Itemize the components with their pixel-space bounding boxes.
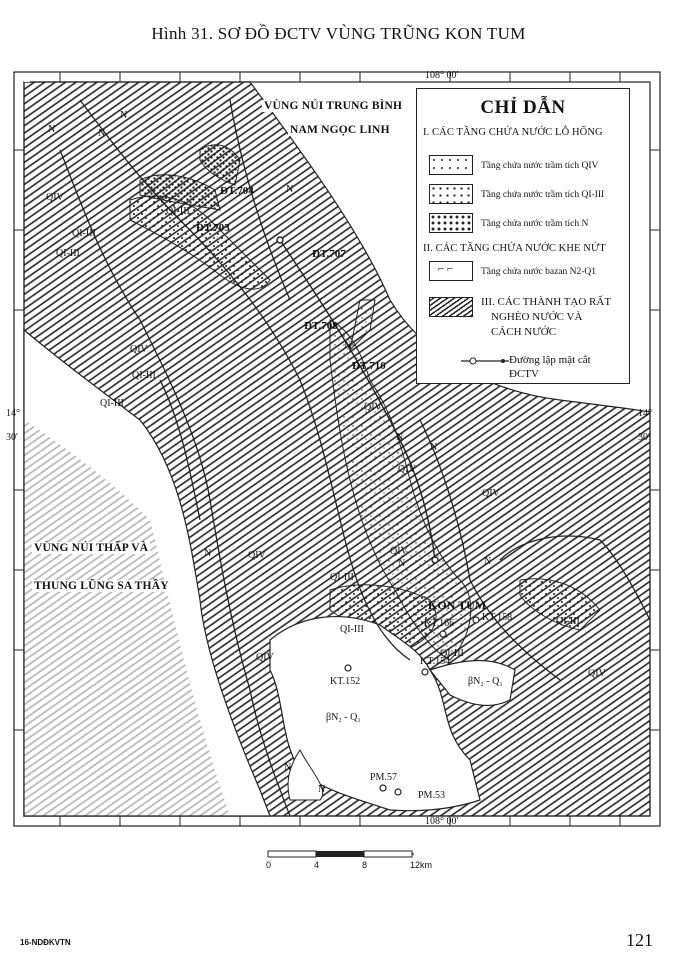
label-qiv: QIV (398, 464, 416, 475)
label-n: N (398, 558, 406, 569)
legend-item-basalt: Tầng chứa nước bazan N2-Q1 (481, 267, 597, 277)
legend-swatch-basalt: ⌐ ⌐ (429, 261, 473, 281)
coord-top-longitude: 108° 00' (425, 70, 459, 81)
legend-item-n: Tầng chứa nước trầm tích N (481, 219, 589, 229)
legend-item-poor-water-1: III. CÁC THÀNH TẠO RẤT (481, 296, 612, 308)
legend-swatch-poor-water (429, 297, 473, 317)
label-qi-iii: QI-III (166, 206, 190, 217)
coord-right-minutes: 30' (638, 432, 650, 443)
page-number: 121 (626, 930, 653, 950)
label-qiv: QIV (588, 668, 606, 679)
label-qiv: QIV (256, 652, 274, 663)
coord-right-latitude: 14° (638, 408, 652, 419)
label-qiv: QIV (248, 550, 266, 561)
legend-item-section-line-1: Đường lập mặt cắt (509, 354, 591, 366)
label-n: N (344, 340, 352, 351)
legend-item-qi-iii: Tầng chứa nước trầm tích QI-III (481, 190, 605, 200)
footer-code: 16-NDĐKVTN (20, 938, 71, 947)
page-title: Hình 31. SƠ ĐỒ ĐCTV VÙNG TRŨNG KON TUM (151, 24, 526, 43)
legend-section-2: II. CÁC TẦNG CHỨA NƯỚC KHE NỨT (423, 243, 606, 254)
label-dt710: ĐT.710 (352, 360, 386, 372)
label-kt154: KT.154 (420, 656, 451, 667)
label-n: N (484, 556, 492, 567)
label-qi-iii: QI-III (56, 248, 80, 259)
label-n: N (98, 128, 106, 139)
label-qi-iii: QI-III (72, 228, 96, 239)
label-kt166: KT.166 (424, 618, 455, 629)
label-kt152: KT.152 (330, 676, 361, 687)
label-qiv: QIV (130, 344, 148, 355)
label-pm53: PM.53 (418, 790, 445, 801)
legend-swatch-section-line (457, 355, 513, 367)
label-qiv: QIV (364, 402, 382, 413)
label-qiv: QIV (390, 546, 408, 557)
scale-tick-4: 4 (314, 860, 320, 870)
label-n: N (396, 432, 404, 443)
legend-item-section-line-2: ĐCTV (509, 368, 539, 380)
label-n: N (318, 784, 326, 795)
coord-bottom-longitude: 108° 00' (425, 816, 459, 827)
label-kon-tum: KON TUM (428, 598, 487, 612)
region-label-w-1: VÙNG NÚI THẤP VÀ (34, 542, 149, 554)
label-dt704: ĐT.704 (220, 185, 254, 197)
label-qi-iii: QI-III (340, 624, 364, 635)
label-n: N (204, 548, 212, 559)
label-kt158: KT.158 (482, 612, 513, 623)
legend-item-qiv: Tầng chứa nước trầm tích QIV (481, 161, 599, 171)
region-label-w-2: THUNG LŨNG SA THẦY (34, 580, 169, 592)
scale-tick-8: 8 (362, 860, 368, 870)
legend-title: CHỈ DẪN (480, 97, 566, 118)
label-qi-iii: QI-III (330, 572, 354, 583)
label-qiv: QIV (46, 192, 64, 203)
legend-swatch-qiv (429, 155, 473, 175)
label-qi-iii: QI-III (556, 616, 580, 627)
legend-section-1: I. CÁC TẦNG CHỨA NƯỚC LỖ HỔNG (423, 127, 603, 138)
label-n: N (430, 442, 438, 453)
label-n: N (120, 110, 128, 121)
label-basalt-1: βN₂ - Q₁ (468, 676, 503, 687)
region-label-ne-2: NAM NGỌC LINH (290, 124, 390, 136)
label-dt703: ĐT.703 (196, 222, 230, 234)
label-pm57: PM.57 (370, 772, 397, 783)
region-label-ne-1: VÙNG NÚI TRUNG BÌNH (264, 100, 403, 112)
legend-box (416, 88, 630, 384)
legend-item-poor-water-2: NGHÈO NƯỚC VÀ (491, 311, 583, 323)
legend-swatch-qi-iii (429, 184, 473, 204)
label-qi-iii: QI-III (100, 398, 124, 409)
label-qi-iii: QI-III (440, 648, 464, 659)
legend-swatch-n (429, 213, 473, 233)
legend-item-poor-water-3: CÁCH NƯỚC (491, 326, 557, 338)
coord-left-latitude: 14° (6, 408, 20, 419)
label-n: N (284, 762, 292, 773)
coord-left-minutes: 30' (6, 432, 18, 443)
label-dt707: ĐT.707 (312, 248, 346, 260)
label-basalt-2: βN₂ - Q₁ (326, 712, 361, 723)
label-qiv: QIV (482, 488, 500, 499)
label-n: N (48, 124, 56, 135)
scale-tick-12: 12km (410, 860, 433, 870)
label-dt708: ĐT.708 (304, 320, 338, 332)
label-qi-iii: QI-III (132, 370, 156, 381)
label-n: N (286, 184, 294, 195)
scale-tick-0: 0 (266, 860, 272, 870)
